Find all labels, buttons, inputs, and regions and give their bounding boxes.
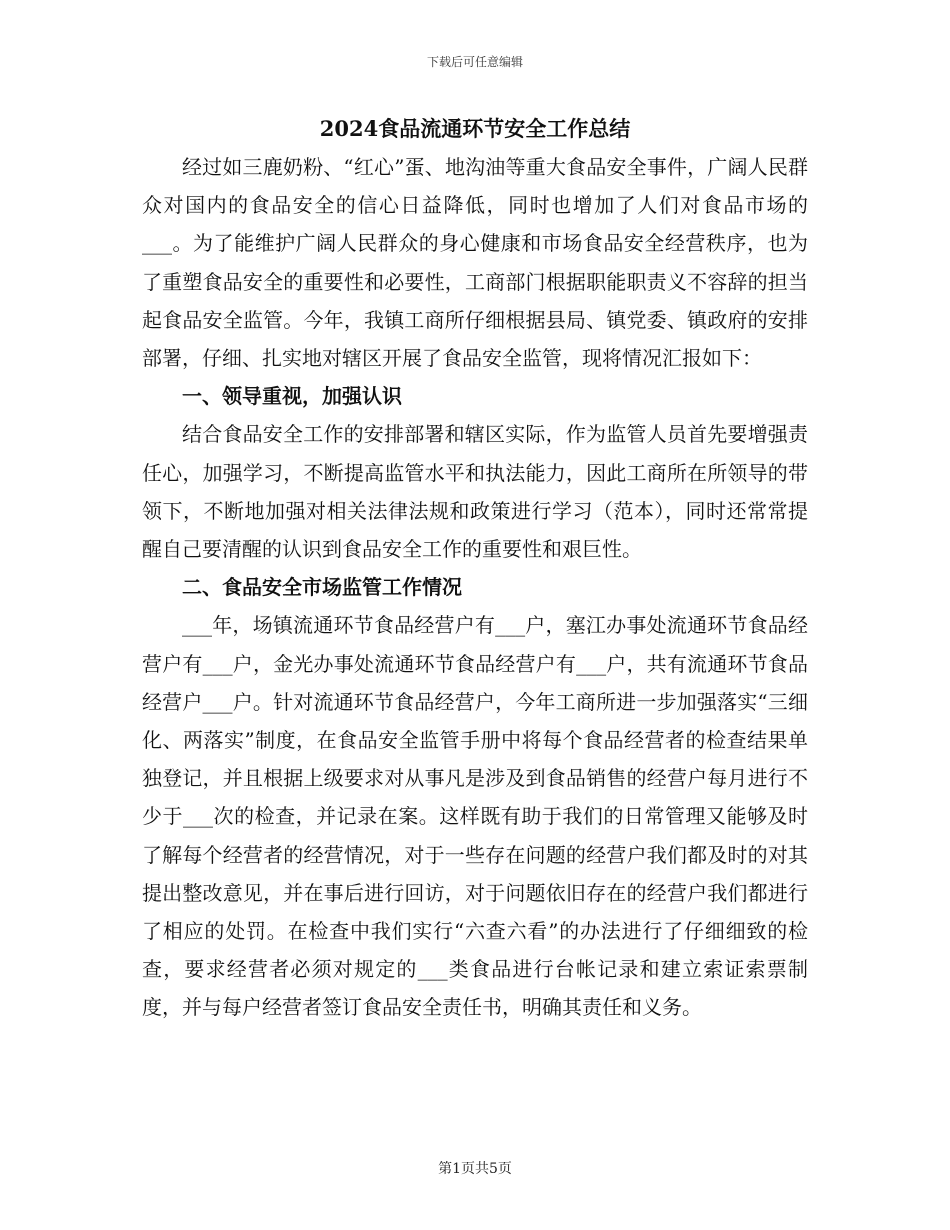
- document-body: [142, 110, 808, 1027]
- document-title: 2024食品流通环节安全工作总结: [319, 116, 631, 141]
- section-heading-1: 一、领导重视，加强认识: [182, 384, 402, 409]
- section-2-paragraph: ___年，场镇流通环节食品经营户有___户，塞江办事处流通环节食品经营户有___户，金光办事处流通环节食品经营户有___户，共有流通环节食品经营户___户。针对流通环节食品经营户，今年工商所进一步加强落实“三细化、两落实”制度，在食品安全监管手册中将每个食品经营者的检查结果单独登记，并且根据上级要求对从事凡是涉及到食品销售的经营户每月进行不少于___次的检查，并记录在案。这样既有助于我们的日常管理又能够及时了解每个经营者的经营情况，对于一些存在问题的经营户我们都及时的对其提出整改意见，并在事后进行回访，对于问题依旧存在的经营户我们都进行了相应的处罚。在检查中我们实行“六查六看”的办法进行了仔细细致的检查，要求经营者必须对规定的___类食品进行台帐记录和建立索证索票制度，并与每户经营者签订食品安全责任书，明确其责任和义务。: [142, 613, 808, 1020]
- page-footer-number: 第1页共5页: [438, 1161, 512, 1177]
- page-header-note: 下载后可任意编辑: [426, 55, 523, 69]
- intro-paragraph: 经过如三鹿奶粉、“红心”蛋、地沟油等重大食品安全事件，广阔人民群众对国内的食品安全的信心日益降低，同时也增加了人们对食品市场的___。为了能维护广阔人民群众的身心健康和市场食品安全经营秩序，也为了重塑食品安全的重要性和必要性，工商部门根据职能职责义不容辞的担当起食品安全监管。今年，我镇工商所仔细根据县局、镇党委、镇政府的安排部署，仔细、扎实地对辖区开展了食品安全监管，现将情况汇报如下：: [142, 155, 808, 371]
- section-1-paragraph: 结合食品安全工作的安排部署和辖区实际，作为监管人员首先要增强责任心，加强学习，不断提高监管水平和执法能力，因此工商所在所领导的带领下，不断地加强对相关法律法规和政策进行学习（范本），同时还常常提醒自己要清醒的认识到食品安全工作的重要性和艰巨性。: [142, 422, 808, 562]
- section-heading-2: 二、食品安全市场监管工作情况: [182, 575, 462, 600]
